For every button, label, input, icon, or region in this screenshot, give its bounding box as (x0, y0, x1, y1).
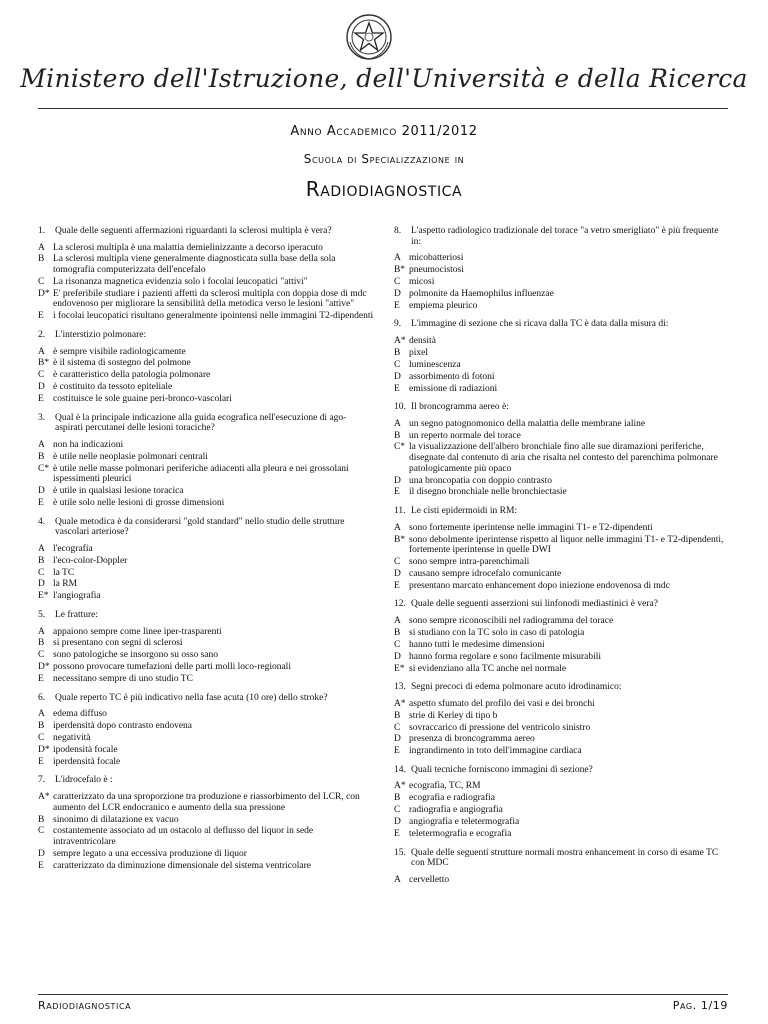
option-letter: E* (394, 663, 405, 674)
option-text: hanno tutti le medesime dimensioni (409, 639, 545, 650)
answer-option (38, 591, 374, 602)
answer-option (394, 277, 730, 288)
option-text: angiografia e teletermografia (409, 817, 520, 828)
question-item (394, 599, 730, 674)
option-text: appaiono sempre come linee iper-trasparenti (53, 626, 222, 637)
footer-subject: Radiodiagnostica (38, 999, 132, 1012)
option-letter: B (394, 793, 401, 804)
option-letter: D (394, 651, 401, 662)
question-text: L'interstizio polmonare: (55, 329, 147, 340)
answer-option (394, 442, 730, 474)
answer-option (394, 384, 730, 395)
question-item (394, 765, 730, 840)
option-letter: B (38, 555, 45, 566)
answer-option (394, 781, 730, 792)
answer-option (394, 535, 730, 556)
answer-option (394, 734, 730, 745)
option-letter: B (38, 814, 45, 825)
option-letter: D (394, 568, 401, 579)
option-letter: A (38, 543, 45, 554)
option-letter: A* (394, 698, 406, 709)
option-text: emissione di radiazioni (409, 383, 498, 394)
question-text: Quale delle seguenti asserzioni sui linfonodi mediastinici è vera? (411, 599, 658, 610)
answer-option (394, 746, 730, 757)
option-text: si studiano con la TC solo in caso di patologia (409, 627, 585, 638)
question-item (38, 330, 374, 405)
option-text: luminescenza (409, 359, 461, 370)
answer-option (394, 664, 730, 675)
answer-option (38, 556, 374, 567)
answer-option (38, 243, 374, 254)
option-text: ingrandimento in toto dell'immagine cardiaca (409, 746, 582, 757)
option-letter: B (394, 627, 401, 638)
option-letter: D (394, 734, 401, 745)
answer-option (394, 616, 730, 627)
answer-option (394, 640, 730, 651)
question-text: Segni precoci di edema polmonare acuto idrodinamico: (411, 682, 622, 693)
option-letter: C (394, 557, 401, 567)
question-item (38, 226, 374, 322)
option-text: l'eco-color-Doppler (53, 555, 128, 566)
question-number: 5. (38, 609, 46, 620)
option-letter: C (394, 639, 401, 650)
answer-option (38, 311, 374, 322)
option-text: l'ecografia (53, 543, 93, 554)
option-text: necessitano sempre di uno studio TC (53, 674, 193, 685)
answer-option (394, 431, 730, 442)
option-text: è sempre visibile radiologicamente (53, 346, 186, 357)
question-number: 14. (394, 764, 406, 775)
answer-option (394, 372, 730, 383)
answer-option (394, 805, 730, 816)
option-letter: E (394, 383, 400, 394)
option-letter: A (394, 874, 401, 885)
option-text: una broncopatia con doppio contrasto (409, 475, 552, 486)
option-text: La sclerosi multipla è una malattia demielinizzante a decorso iperacuto (53, 242, 323, 253)
question-text: Qual è la principale indicazione alla guida ecografica nell'esecuzione di ago-aspirati percutanei delle lesioni toraciche? (55, 412, 347, 434)
option-text: è costituito da tessoto epiteliale (53, 382, 173, 393)
answer-option (394, 723, 730, 734)
question-number: 7. (38, 775, 46, 786)
answer-option (38, 674, 374, 685)
option-letter: E (394, 829, 400, 840)
option-text: La risonanza magnetica evidenzia solo i focolai leucopatici "attivi" (53, 276, 308, 287)
option-letter: A (38, 346, 45, 357)
question-header (394, 402, 730, 413)
question-text: Quale delle seguenti affermazioni riguardanti la sclerosi multipla è vera? (55, 226, 332, 236)
academic-year: Anno Accademico 2011/2012 (290, 124, 478, 139)
option-text: non ha indicazioni (53, 439, 124, 450)
option-text: un segno patognomonico della malattia delle membrane ialine (409, 418, 646, 429)
ministry-name: Ministero dell'Istruzione, dell'Università e della Ricerca (20, 64, 748, 93)
option-letter: A (38, 439, 45, 450)
answer-option (394, 253, 730, 264)
option-letter: B (38, 638, 45, 649)
option-text: la visualizzazione dell'albero bronchiale fino alle sue diramazioni periferiche, disegnate dal contenuto di aria che risalta nel contesto del parenchima polmonare patologicamente più opaco (409, 442, 718, 474)
option-letter: E (38, 674, 44, 685)
answer-option (38, 544, 374, 555)
question-text: L'immagine di sezione che si ricava dalla TC è data dalla misura di: (411, 319, 669, 330)
question-text: Le fratture: (55, 609, 98, 620)
answer-option (38, 289, 374, 310)
option-letter: C (38, 650, 45, 661)
question-number: 1. (38, 226, 46, 236)
option-text: sovraccarico di pressione del ventricolo sinistro (409, 722, 591, 733)
answer-option (394, 336, 730, 347)
option-text: la TC (53, 567, 75, 578)
question-text: Quale reperto TC è più indicativo nella fase acuta (10 ore) dello stroke? (55, 692, 328, 703)
answer-option (394, 419, 730, 430)
question-header (38, 610, 374, 621)
question-header (394, 848, 730, 869)
answer-option (394, 652, 730, 663)
option-text: radiografia e angiografia (409, 805, 503, 816)
answer-option (394, 289, 730, 300)
option-text: è utile nelle masse polmonari periferiche adiacenti alla pleura e nei grossolani ispessimenti pleurici (53, 463, 349, 485)
answer-option (38, 745, 374, 756)
option-text: presentano marcato enhancement dopo iniezione endovenosa di mdc (409, 580, 670, 591)
question-header (394, 319, 730, 330)
question-number: 11. (394, 506, 406, 517)
answer-option (38, 733, 374, 744)
question-header (394, 599, 730, 610)
option-text: possono provocare tumefazioni delle parti molli loco-regionali (53, 662, 291, 673)
option-letter: C (394, 722, 401, 733)
option-letter: C* (38, 463, 50, 474)
answer-option (38, 568, 374, 579)
option-text: sono patologiche se insorgono su osso sano (53, 650, 219, 661)
question-item (394, 848, 730, 886)
questions-right-column (394, 226, 730, 893)
option-letter: B* (38, 358, 50, 369)
question-number: 8. (394, 226, 402, 236)
page-title: Radiodiagnostica (305, 177, 463, 201)
option-text: caratterizzato da diminuzione dimensionale del sistema ventricolare (53, 860, 311, 871)
option-text: aspetto sfumato del profilo dei vasi e dei bronchi (409, 698, 595, 709)
option-text: sinonimo di dilatazione ex vacuo (53, 814, 179, 825)
option-letter: A (394, 253, 401, 264)
option-letter: A (38, 626, 45, 637)
option-text: strie di Kerley di tipo b (409, 710, 498, 721)
answer-option (394, 360, 730, 371)
question-header (394, 765, 730, 776)
question-number: 6. (38, 692, 46, 703)
option-text: micobatteriosi (409, 253, 464, 264)
option-text: cervelletto (409, 874, 450, 885)
answer-option (394, 817, 730, 828)
answer-option (38, 382, 374, 393)
option-text: caratterizzato da una sproporzione tra produzione e riassorbimento del LCR, con aumento del LCR endocranico e aumento della sua pressione (53, 792, 360, 813)
option-letter: D (38, 486, 45, 497)
option-text: sono sempre riconoscibili nel radiogramma del torace (409, 615, 614, 626)
option-letter: E (394, 487, 400, 498)
option-text: ecografia, TC, RM (409, 781, 481, 792)
option-letter: A (394, 522, 401, 533)
answer-option (394, 348, 730, 359)
option-letter: D (394, 288, 401, 299)
answer-option (394, 487, 730, 498)
option-text: ecografia e radiografia (409, 793, 495, 804)
option-text: empiema pleurico (409, 300, 478, 311)
option-text: negatività (53, 733, 91, 744)
question-header (38, 775, 374, 786)
answer-option (38, 579, 374, 590)
option-letter: D (394, 475, 401, 486)
questions-left-column (38, 226, 374, 879)
option-letter: C (38, 370, 45, 381)
option-letter: B (394, 430, 401, 441)
option-text: è utile nelle neoplasie polmonari centrali (53, 451, 208, 462)
answer-option (38, 861, 374, 872)
option-letter: E (394, 746, 400, 757)
option-text: l'angiografia (53, 591, 101, 602)
option-letter: B* (394, 265, 406, 276)
option-letter: E (38, 498, 44, 509)
option-letter: D (394, 371, 401, 382)
answer-option (38, 394, 374, 405)
footer-divider (38, 994, 728, 995)
answer-option (394, 523, 730, 534)
answer-option (394, 476, 730, 487)
option-letter: E (38, 394, 44, 405)
question-header (38, 517, 374, 538)
option-text: sono fortemente iperintense nelle immagini T1- e T2-dipendenti (409, 522, 653, 533)
option-text: edema diffuso (53, 709, 107, 720)
school-name: Scuola di Specializzazione in (303, 152, 465, 166)
option-letter: A* (38, 792, 50, 803)
option-letter: D* (38, 744, 50, 755)
option-text: densità (409, 335, 436, 346)
question-item (38, 413, 374, 509)
answer-option (394, 699, 730, 710)
question-text: L'aspetto radiologico tradizionale del torace "a vetro smerigliato" è più frequente in: (411, 226, 719, 247)
question-header (394, 682, 730, 693)
question-item (38, 517, 374, 602)
answer-option (38, 347, 374, 358)
option-text: sempre legato a una eccessiva produzione di liquor (53, 848, 247, 859)
answer-option (38, 627, 374, 638)
option-text: sono debolmente iperintense rispetto al liquor nelle immagini T1- e T2-dipendenti, fortemente iperintense in quelle DWI (409, 534, 724, 556)
option-letter: E (394, 580, 400, 591)
question-item (38, 693, 374, 768)
header-divider (38, 108, 728, 109)
answer-option (38, 757, 374, 768)
question-text: Quale metodica è da considerarsi "gold standard" nello studio delle strutture vascolari arteriose? (55, 516, 345, 538)
answer-option (38, 815, 374, 826)
answer-option (394, 628, 730, 639)
option-text: E' preferibile studiare i pazienti affetti da sclerosi multipla con doppia dose di mdc endovenoso per migliorare la sensibilità della metodica verso le lesioni "attive" (53, 288, 367, 310)
answer-option (38, 849, 374, 860)
option-letter: B (38, 721, 45, 732)
question-header (394, 226, 730, 247)
question-text: Quale delle seguenti strutture normali mostra enhancement in corso di esame TC con MDC (411, 847, 719, 869)
answer-option (394, 569, 730, 580)
question-number: 4. (38, 516, 46, 527)
question-item (38, 610, 374, 685)
option-letter: C (38, 826, 45, 837)
answer-option (38, 709, 374, 720)
answer-option (38, 452, 374, 463)
option-text: i focolai leucopatici risultano generalmente ipointensi nelle immagini T2-dipendenti (53, 311, 374, 322)
option-letter: C* (394, 442, 406, 453)
answer-option (38, 662, 374, 673)
option-text: è il sistema di sostegno del polmone (53, 358, 191, 369)
answer-option (394, 875, 730, 886)
option-text: ipodensità focale (53, 744, 118, 755)
option-letter: A (394, 615, 401, 626)
answer-option (394, 265, 730, 276)
option-text: causano sempre idrocefalo comunicante (409, 568, 562, 579)
option-letter: C (394, 276, 401, 287)
option-text: polmonite da Haemophilus influenzae (409, 288, 554, 299)
option-letter: C (38, 733, 45, 744)
option-letter: C (38, 567, 45, 578)
option-text: costituisce le sole guaine peri-bronco-vascolari (53, 394, 232, 405)
question-text: Le cisti epidermoidi in RM: (411, 506, 518, 517)
option-letter: C (394, 359, 401, 370)
answer-option (394, 557, 730, 568)
answer-option (38, 638, 374, 649)
option-text: la RM (53, 579, 78, 590)
answer-option (38, 254, 374, 275)
option-letter: A* (394, 781, 406, 792)
option-letter: A (394, 418, 401, 429)
answer-option (38, 650, 374, 661)
page-number: Pag. 1/19 (672, 999, 728, 1012)
option-text: è utile solo nelle lesioni di grosse dimensioni (53, 498, 225, 509)
question-text: Il broncogramma aereo è: (411, 402, 509, 413)
option-letter: E (38, 860, 44, 871)
option-letter: B* (394, 534, 406, 545)
option-text: si presentano con segni di sclerosi (53, 638, 183, 649)
option-letter: A (38, 242, 45, 253)
republic-emblem-icon (344, 12, 394, 62)
answer-option (394, 581, 730, 592)
option-letter: D* (38, 288, 50, 299)
option-letter: C (394, 805, 401, 816)
question-item (394, 682, 730, 757)
option-text: il disegno bronchiale nelle bronchiectasie (409, 487, 567, 498)
question-item (394, 319, 730, 394)
answer-option (38, 464, 374, 485)
option-letter: A* (394, 335, 406, 346)
option-letter: D (38, 382, 45, 393)
option-text: La sclerosi multipla viene generalmente diagnosticata sulla base della sola tomografia computerizzata dell'encefalo (53, 254, 336, 276)
option-text: hanno forma regolare e sono facilmente misurabili (409, 651, 602, 662)
question-number: 13. (394, 682, 406, 693)
answer-option (394, 711, 730, 722)
answer-option (38, 440, 374, 451)
question-header (38, 693, 374, 704)
question-header (38, 330, 374, 341)
option-letter: B (38, 451, 45, 462)
answer-option (38, 486, 374, 497)
question-item (394, 226, 730, 311)
question-number: 10. (394, 402, 406, 413)
option-text: è utile in qualsiasi lesione toracica (53, 486, 184, 497)
answer-option (394, 829, 730, 840)
option-text: teletermografia e ecografia (409, 829, 512, 840)
option-text: iperdensità dopo contrasto endovena (53, 721, 193, 732)
option-text: è caratteristico della patologia polmonare (53, 370, 211, 381)
question-item (394, 402, 730, 498)
answer-option (38, 826, 374, 847)
option-letter: B (394, 710, 401, 721)
question-item (394, 506, 730, 591)
answer-option (38, 277, 374, 288)
option-text: si evidenziano alla TC anche nel normale (409, 663, 567, 674)
option-text: pixel (409, 347, 428, 358)
question-header (38, 413, 374, 434)
option-text: presenza di broncogramma aereo (409, 734, 535, 745)
option-text: iperdensità focale (53, 756, 121, 767)
question-text: L'idrocefalo è : (55, 775, 113, 786)
question-header (38, 226, 374, 237)
question-item (38, 775, 374, 871)
option-letter: D (394, 817, 401, 828)
option-text: pneumocistosi (409, 265, 464, 276)
answer-option (38, 498, 374, 509)
option-letter: E (38, 311, 44, 322)
answer-option (38, 370, 374, 381)
question-text: Quali tecniche forniscono immagini di sezione? (411, 764, 593, 775)
option-letter: E (38, 756, 44, 767)
question-number: 9. (394, 319, 402, 330)
answer-option (394, 301, 730, 312)
option-letter: D (38, 579, 45, 590)
option-text: un reperto normale del torace (409, 430, 521, 441)
question-number: 15. (394, 847, 406, 858)
question-number: 2. (38, 329, 46, 340)
question-header (394, 506, 730, 517)
option-letter: A (38, 709, 45, 720)
answer-option (394, 793, 730, 804)
answer-option (38, 792, 374, 813)
option-letter: B (394, 347, 401, 358)
question-number: 12. (394, 599, 406, 610)
question-number: 3. (38, 412, 46, 423)
answer-option (38, 358, 374, 369)
option-text: sono sempre intra-parenchimali (409, 557, 530, 567)
answer-option (38, 721, 374, 732)
option-letter: E* (38, 591, 49, 602)
option-letter: D (38, 848, 45, 859)
option-text: assorbimento di fotoni (409, 371, 495, 382)
option-letter: B (38, 254, 45, 265)
option-text: costantemente associato ad un ostacolo al deflusso del liquor in sede intraventricolare (53, 826, 314, 848)
option-letter: D* (38, 662, 50, 673)
option-text: micosi (409, 276, 435, 287)
option-letter: E (394, 300, 400, 311)
option-letter: C (38, 276, 45, 287)
